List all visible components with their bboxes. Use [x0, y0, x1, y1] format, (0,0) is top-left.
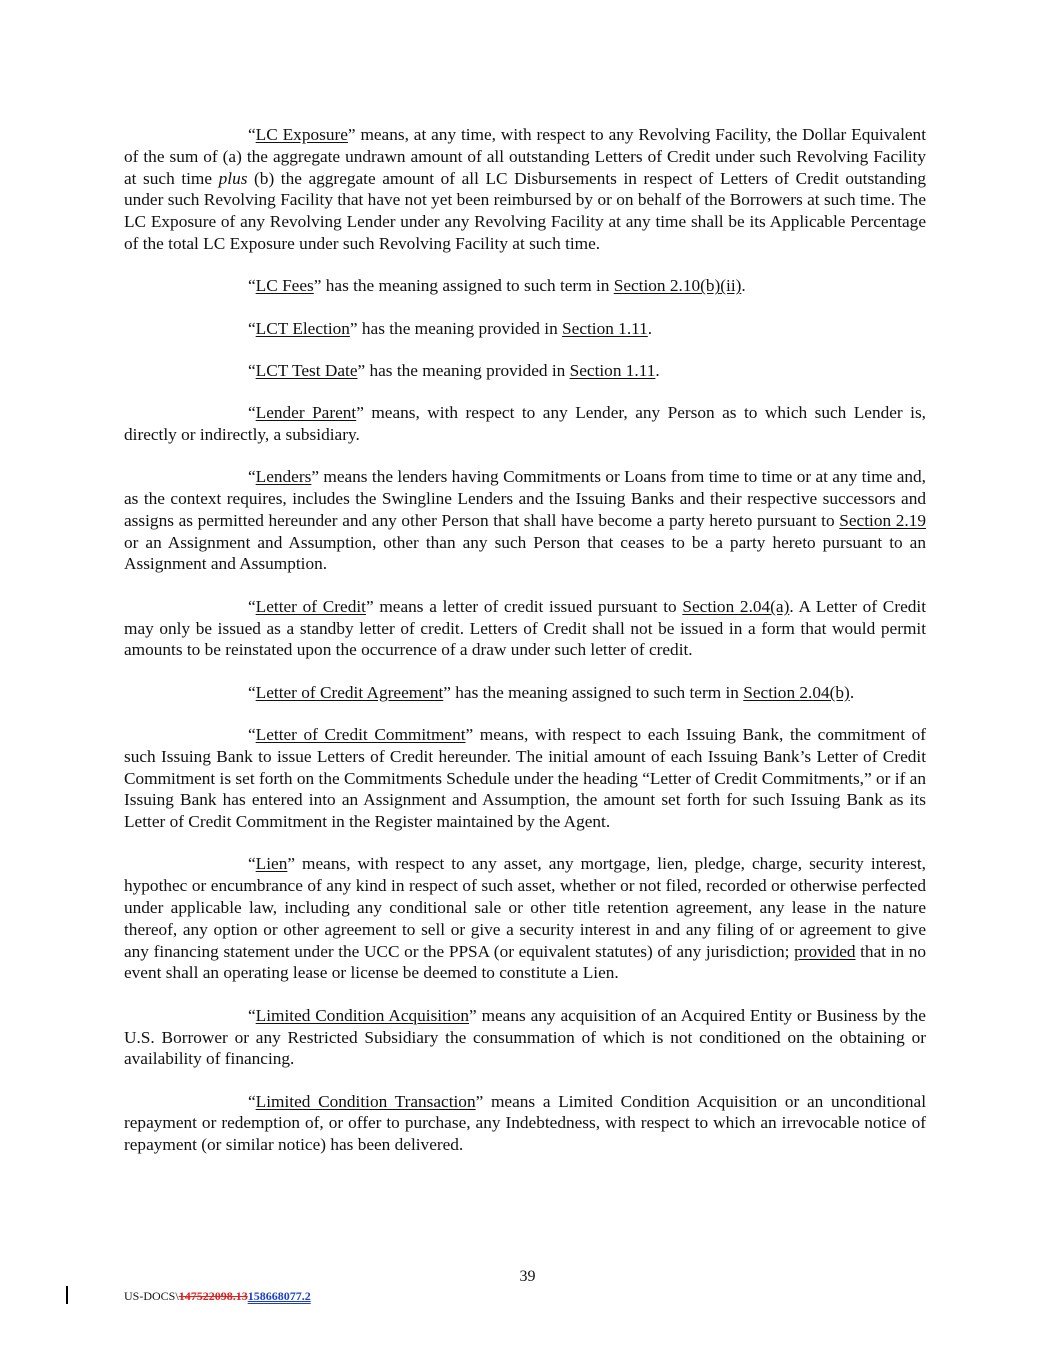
definition-text: plus [218, 168, 248, 188]
defined-term: LCT Election [255, 318, 350, 338]
cross-reference: Section 2.10(b)(ii) [613, 276, 742, 296]
definition-paragraph: “Lien” means, with respect to any asset, any mortgage, lien, pledge, charge, security interest, hypothec or encumbrance of any kind in respect of such asset, whether or not filed, recorded or otherwise perfected under applicable law, including any conditional sale or other title retention agreement, any lease in the nature thereof, any option or other agreement to sell or give a security interest in and any filing of or agreement to give any financing statement under the UCC or the PPSA (or equivalent statutes) of any jurisdiction; provided that in no event shall an operating lease or license be deemed to constitute a Lien. [124, 854, 926, 983]
definition-text: ” means, with respect to any Lender, any Person as to which such Lender is, directly or indirectly, a subsidiary. [124, 403, 926, 444]
document-id-footer [124, 1289, 311, 1304]
definition-text: ” means any acquisition of an Acquired Entity or Business by the U.S. Borrower or any Restricted Subsidiary the consummation of which is not conditioned on the obtaining or availability of financing. [124, 1005, 926, 1069]
definition-text: that in no event shall an operating lease or license be deemed to constitute a Lien. [124, 941, 926, 983]
defined-term: LCT Test Date [255, 360, 358, 380]
definition-text: . [849, 682, 855, 702]
defined-term: Letter of Credit Agreement [255, 682, 444, 702]
definition-paragraph: “LCT Test Date” has the meaning provided in Section 1.11. [248, 360, 660, 380]
cross-reference: Section 2.19 [839, 510, 926, 530]
defined-term: LC Exposure [255, 125, 348, 144]
definition-text: . [741, 276, 746, 296]
footer-deleted-id: 147522098.13 [178, 1289, 248, 1303]
definition-text: ” has the meaning assigned to such term in [313, 276, 614, 296]
definition-text: or an Assignment and Assumption, other than any such Person that ceases to be a party hereto pursuant to an Assignment and Assumption. [124, 532, 926, 574]
cross-reference: Section 1.11 [569, 360, 656, 380]
defined-term: Letter of Credit Commitment [255, 724, 466, 744]
page-number: 39 [519, 1268, 536, 1285]
definition-text: ” means, at any time, with respect to any Revolving Facility, the Dollar Equivalent of the sum of (a) the aggregate undrawn amount of all outstanding Letters of Credit under such Revolving Facility at such time [124, 125, 927, 188]
definition-text: . [647, 318, 653, 338]
definition-text: ” means, with respect to any asset, any mortgage, lien, pledge, charge, security interest, hypothec or encumbrance of any kind in respect of such asset, whether or not filed, recorded or otherwise perfected under applicable law, including any conditional sale or other title retention agreement, any lease in the nature thereof, any option or other agreement to sell or give a security interest in and any filing of or agreement to give any financing statement under the UCC or the PPSA (or equivalent statutes) of any jurisdiction; [124, 854, 926, 961]
definition-paragraph: “Letter of Credit Commitment” means, with respect to each Issuing Bank, the commitment of such Issuing Bank to issue Letters of Credit hereunder. The initial amount of each Issuing Bank’s Letter of Credit Commitment is set forth on the Commitments Schedule under the heading “Letter of Credit Commitments,” or if an Issuing Bank has entered into an Assignment and Assumption, the amount set forth for such Issuing Bank as its Letter of Credit Commitment in the Register maintained by the Agent. [124, 724, 926, 832]
definition-text: (b) the aggregate amount of all LC Disbursements in respect of Letters of Credit outstanding under such Revolving Facility that have not yet been reimbursed by or on behalf of the Borrowers at such time. The LC Exposure of any Revolving Lender under any Revolving Facility at any time shall be its Applicable Percentage of the total LC Exposure under such Revolving Facility at such time. [124, 168, 927, 253]
definition-paragraph: “LC Exposure” means, at any time, with respect to any Revolving Facility, the Dollar Equivalent of the sum of (a) the aggregate undrawn amount of all outstanding Letters of Credit under such Revolving Facility at such time plus (b) the aggregate amount of all LC Disbursements in respect of Letters of Credit outstanding under such Revolving Facility that have not yet been reimbursed by or on behalf of the Borrowers at such time. The LC Exposure of any Revolving Lender under any Revolving Facility at any time shall be its Applicable Percentage of the total LC Exposure under such Revolving Facility at such time. [124, 125, 927, 253]
definition-paragraph: “LC Fees” has the meaning assigned to such term in Section 2.10(b)(ii). [248, 276, 746, 296]
defined-term: LC Fees [255, 276, 314, 296]
cross-reference: provided [794, 941, 856, 961]
cross-reference: Section 2.04(b) [743, 682, 850, 702]
definition-text: ” has the meaning provided in [349, 318, 563, 338]
definition-paragraph: “LCT Election” has the meaning provided in Section 1.11. [248, 318, 653, 338]
definition-paragraph: “Lender Parent” means, with respect to any Lender, any Person as to which such Lender is, directly or indirectly, a subsidiary. [124, 403, 926, 444]
document-body [124, 124, 926, 1176]
definition-text: ” means, with respect to each Issuing Bank, the commitment of such Issuing Bank to issue Letters of Credit hereunder. The initial amount of each Issuing Bank’s Letter of Credit Commitment is set forth on the Commitments Schedule under the heading “Letter of Credit Commitments,” or if an Issuing Bank has entered into an Assignment and Assumption, the amount set forth for such Issuing Bank as its Letter of Credit Commitment in the Register maintained by the Agent. [124, 724, 926, 832]
defined-term: Lenders [255, 467, 312, 487]
definition-paragraph: “Letter of Credit Agreement” has the meaning assigned to such term in Section 2.04(b). [248, 682, 855, 702]
definition-paragraph: “Lenders” means the lenders having Commitments or Loans from time to time or at any time and, as the context requires, includes the Swingline Lenders and the Issuing Banks and their respective successors and assigns as permitted hereunder and any other Person that shall have become a party hereto pursuant to Section 2.19 or an Assignment and Assumption, other than any such Person that ceases to be a party hereto pursuant to an Assignment and Assumption. [124, 467, 926, 574]
defined-term: Lien [255, 854, 288, 874]
definition-text: . [655, 360, 660, 380]
defined-term: Limited Condition Acquisition [255, 1005, 469, 1025]
footer-inserted-id: 158668077.2 [247, 1289, 311, 1303]
definition-text: ” means the lenders having Commitments or Loans from time to time or at any time and, as the context requires, includes the Swingline Lenders and the Issuing Banks and their respective successors and assigns as permitted hereunder and any other Person that shall have become a party hereto pursuant to [124, 467, 926, 530]
defined-term: Limited Condition Transaction [255, 1091, 476, 1111]
cross-reference: Section 1.11 [562, 318, 648, 338]
definition-text: . A Letter of Credit may only be issued as a standby letter of credit. Letters of Credit shall not be issued in a form that would permit amounts to be reinstated upon the occurrence of a draw under such letter of credit. [124, 596, 926, 660]
defined-term: Lender Parent [255, 403, 357, 423]
definition-text: ” means a Limited Condition Acquisition or an unconditional repayment or redemption of, or offer to purchase, any Indebtedness, with respect to which an irrevocable notice of repayment (or similar notice) has been delivered. [124, 1091, 927, 1155]
definition-text: ” has the meaning provided in [357, 360, 570, 380]
definition-paragraph: “Letter of Credit” means a letter of credit issued pursuant to Section 2.04(a). A Letter of Credit may only be issued as a standby letter of credit. Letters of Credit shall not be issued in a form that would permit amounts to be reinstated upon the occurrence of a draw under such letter of credit. [124, 596, 926, 660]
definition-paragraph: “Limited Condition Acquisition” means any acquisition of an Acquired Entity or Business by the U.S. Borrower or any Restricted Subsidiary the consummation of which is not conditioned on the obtaining or availability of financing. [124, 1005, 926, 1069]
definition-text: ” means a letter of credit issued pursuant to [365, 596, 683, 616]
cross-reference: Section 2.04(a) [682, 596, 790, 616]
defined-term: Letter of Credit [255, 596, 366, 616]
change-bar [66, 1286, 68, 1304]
definition-paragraph: “Limited Condition Transaction” means a Limited Condition Acquisition or an unconditional repayment or redemption of, or offer to purchase, any Indebtedness, with respect to which an irrevocable notice of repayment (or similar notice) has been delivered. [124, 1091, 927, 1155]
footer-prefix: US-DOCS\ [124, 1289, 179, 1303]
definition-text: ” has the meaning assigned to such term in [443, 682, 744, 702]
